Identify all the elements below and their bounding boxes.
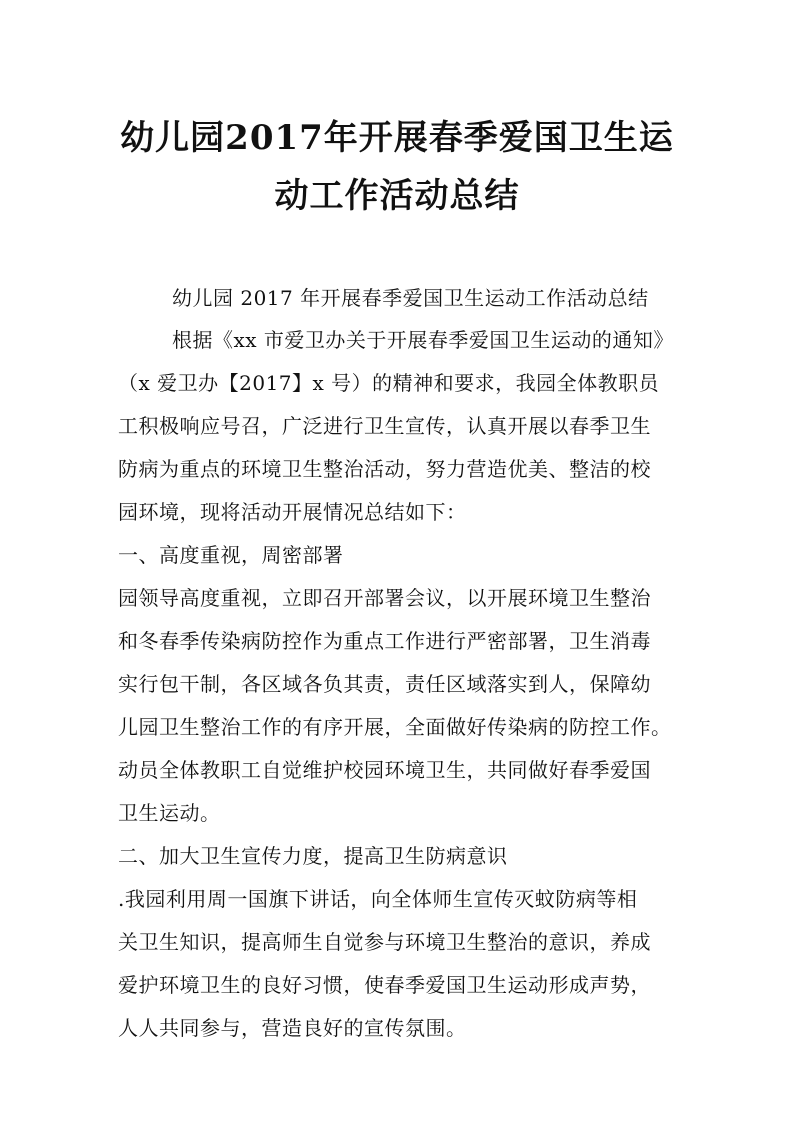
section-2-line: 关卫生知识，提高师生自觉参与环境卫生整治的意识，养成 [118, 930, 651, 954]
document-title-line-2: 动工作活动总结 [274, 176, 520, 216]
section-1-line: 儿园卫生整治工作的有序开展，全面做好传染病的防控工作。 [118, 715, 672, 739]
intro-line: 园环境，现将活动开展情况总结如下： [118, 500, 467, 524]
section-1-line: 和冬春季传染病防控作为重点工作进行严密部署，卫生消毒 [118, 629, 651, 653]
intro-line: 防病为重点的环境卫生整治活动，努力营造优美、整洁的校 [118, 457, 651, 481]
document-subtitle: 幼儿园 2017 年开展春季爱国卫生运动工作活动总结 [172, 286, 649, 310]
document-title-line-1: 幼儿园2017年开展春季爱国卫生运 [120, 118, 674, 158]
section-1-line: 园领导高度重视，立即召开部署会议，以开展环境卫生整治 [118, 586, 651, 610]
section-2-line: 人人共同参与，营造良好的宣传氛围。 [118, 1016, 467, 1040]
section-2-heading: 二、加大卫生宣传力度，提高卫生防病意识 [118, 844, 508, 868]
section-2-line: 爱护环境卫生的良好习惯，使春季爱国卫生运动形成声势， [118, 973, 651, 997]
intro-line: 根据《xx 市爱卫办关于开展春季爱国卫生运动的通知》 [172, 328, 674, 352]
intro-line: 工积极响应号召，广泛进行卫生宣传，认真开展以春季卫生 [118, 414, 651, 438]
section-1-line: 实行包干制，各区域各负其责，责任区域落实到人，保障幼 [118, 672, 651, 696]
intro-line: （x 爱卫办【2017】x 号）的精神和要求，我园全体教职员 [118, 371, 660, 395]
section-1-heading: 一、高度重视，周密部署 [118, 543, 344, 567]
section-1-line: 动员全体教职工自觉维护校园环境卫生，共同做好春季爱国 [118, 758, 651, 782]
section-2-line: .我园利用周一国旗下讲话，向全体师生宣传灭蚊防病等相 [118, 887, 638, 911]
section-1-line: 卫生运动。 [118, 801, 221, 825]
